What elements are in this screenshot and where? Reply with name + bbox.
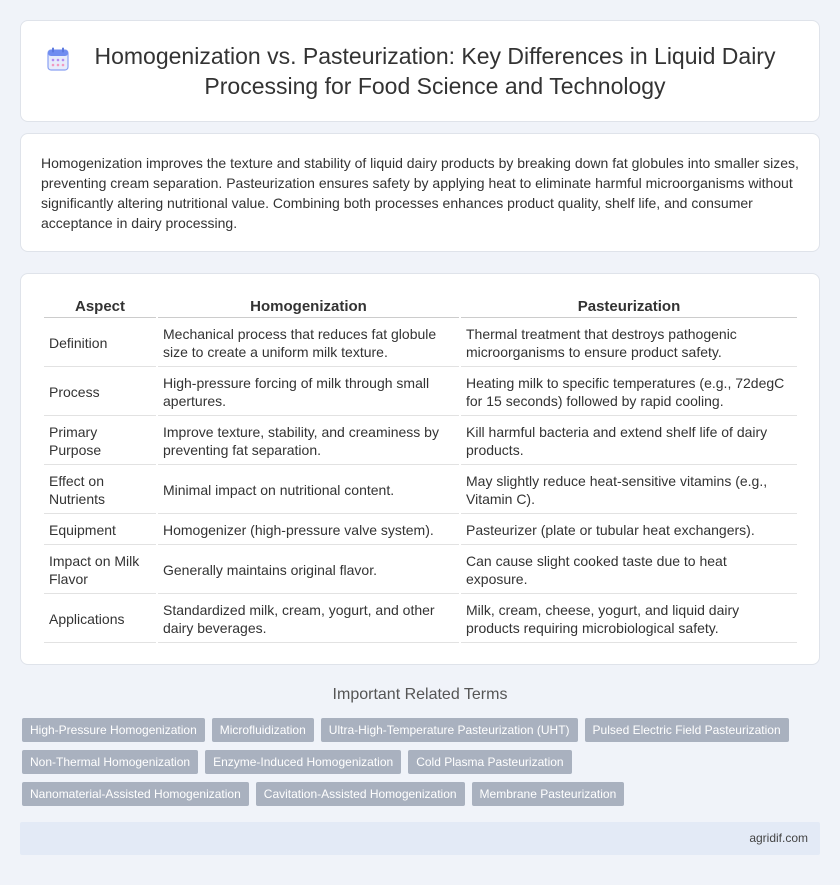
related-term-tag[interactable]: Ultra-High-Temperature Pasteurization (UHT) [321,718,578,742]
cell-homogenization: Minimal impact on nutritional content. [158,467,459,514]
header-pasteurization: Pasteurization [461,296,797,318]
cell-homogenization: High-pressure forcing of milk through small apertures. [158,369,459,416]
cell-aspect: Definition [44,320,156,367]
cell-pasteurization: Heating milk to specific temperatures (e.g., 72degC for 15 seconds) followed by rapid cooling. [461,369,797,416]
summary-card [20,133,820,252]
cell-pasteurization: Can cause slight cooked taste due to heat exposure. [461,547,797,594]
related-terms-heading: Important Related Terms [332,686,508,703]
footer-site-link[interactable]: agridif.com [749,831,808,845]
header-aspect: Aspect [44,296,156,318]
cell-pasteurization: Milk, cream, cheese, yogurt, and liquid dairy products requiring microbiological safety. [461,596,797,643]
cell-homogenization: Generally maintains original flavor. [158,547,459,594]
cell-aspect: Impact on Milk Flavor [44,547,156,594]
table-row [44,320,797,367]
summary-text: Homogenization improves the texture and stability of liquid dairy products by breaking down fat globules into smaller sizes, preventing cream separation. Pasteurization ensures safety by applying heat to eliminate harmful microorganisms without significantly altering nutritional value. Combining both processes enhances product quality, shelf life, and consumer acceptance in dairy processing. [41,155,799,231]
table-row [44,418,797,465]
cell-pasteurization: Pasteurizer (plate or tubular heat exchangers). [461,516,797,545]
table-row [44,467,797,514]
cell-pasteurization: Kill harmful bacteria and extend shelf life of dairy products. [461,418,797,465]
table-row [44,596,797,643]
related-terms-list [22,718,812,814]
table-header-row [44,296,797,318]
cell-aspect: Primary Purpose [44,418,156,465]
page-title: Homogenization vs. Pasteurization: Key Differences in Liquid Dairy Processing for Food Science and Technology [94,43,776,99]
related-term-tag[interactable]: Non-Thermal Homogenization [22,750,198,774]
header-homogenization: Homogenization [158,296,459,318]
cell-aspect: Process [44,369,156,416]
related-term-tag[interactable]: Enzyme-Induced Homogenization [205,750,401,774]
related-term-tag[interactable]: High-Pressure Homogenization [22,718,205,742]
cell-aspect: Equipment [44,516,156,545]
related-term-tag[interactable]: Nanomaterial-Assisted Homogenization [22,782,249,806]
table-row [44,516,797,545]
comparison-table [42,294,799,645]
cell-homogenization: Mechanical process that reduces fat globule size to create a uniform milk texture. [158,320,459,367]
cell-aspect: Effect on Nutrients [44,467,156,514]
cell-homogenization: Homogenizer (high-pressure valve system). [158,516,459,545]
cell-pasteurization: Thermal treatment that destroys pathogenic microorganisms to ensure product safety. [461,320,797,367]
related-term-tag[interactable]: Microfluidization [212,718,314,742]
table-row [44,369,797,416]
related-term-tag[interactable]: Cavitation-Assisted Homogenization [256,782,465,806]
title-card [20,20,820,122]
cell-pasteurization: May slightly reduce heat-sensitive vitamins (e.g., Vitamin C). [461,467,797,514]
cell-aspect: Applications [44,596,156,643]
table-row [44,547,797,594]
related-term-tag[interactable]: Pulsed Electric Field Pasteurization [585,718,789,742]
footer-bar [20,822,820,855]
related-term-tag[interactable]: Membrane Pasteurization [472,782,625,806]
cell-homogenization: Standardized milk, cream, yogurt, and other dairy beverages. [158,596,459,643]
related-term-tag[interactable]: Cold Plasma Pasteurization [408,750,571,774]
comparison-card [20,273,820,665]
cell-homogenization: Improve texture, stability, and creaminess by preventing fat separation. [158,418,459,465]
